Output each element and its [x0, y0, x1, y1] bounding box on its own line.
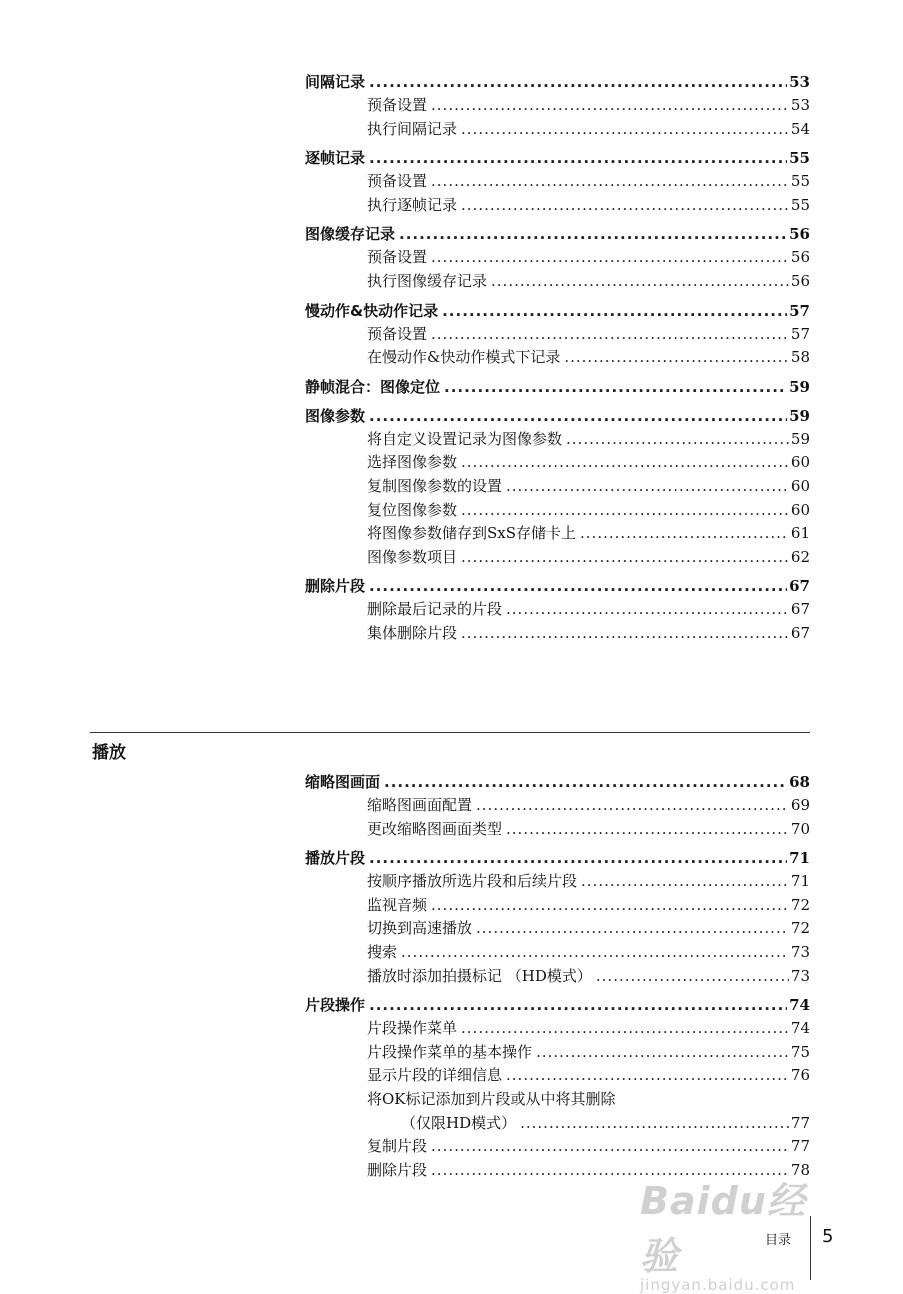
toc-page-number: 73	[790, 966, 810, 985]
toc-subentry-title: 播放时添加拍摄标记 （HD模式）	[367, 966, 592, 985]
toc-group	[305, 146, 810, 217]
dot-leader	[369, 146, 787, 170]
toc-subentry[interactable]	[305, 917, 810, 941]
dot-leader	[596, 965, 789, 989]
toc-subentry[interactable]	[305, 270, 810, 294]
toc-heading-title: 慢动作&快动作记录	[305, 301, 439, 320]
toc-subentry-title: 将图像参数储存到SxS存储卡上	[367, 524, 577, 543]
toc-page-number: 59	[789, 377, 810, 396]
toc-page-number: 55	[790, 195, 810, 214]
toc-subentry-title: 复制片段	[367, 1137, 428, 1156]
toc-heading-title: 删除片段	[305, 577, 366, 596]
toc-subentry-title: 预备设置	[367, 96, 428, 114]
dot-leader	[580, 522, 789, 546]
toc-page-number: 60	[790, 453, 810, 472]
dot-leader	[536, 1041, 789, 1065]
dot-leader	[461, 499, 789, 523]
toc-subentry[interactable]	[305, 522, 810, 546]
toc-subentry[interactable]	[305, 794, 810, 818]
toc-subentry-title: 选择图像参数	[367, 453, 458, 472]
section-title: 播放	[92, 743, 126, 763]
toc-heading-title: 图像缓存记录	[305, 225, 396, 244]
toc-heading[interactable]	[305, 299, 810, 323]
dot-leader	[461, 1017, 789, 1041]
toc-bottom-list	[305, 770, 810, 1182]
toc-subentry[interactable]	[305, 1017, 810, 1041]
toc-group	[305, 222, 810, 293]
toc-page-number: 75	[790, 1042, 810, 1061]
dot-leader	[491, 270, 789, 294]
toc-subentry-title: 按顺序播放所选片段和后续片段	[367, 872, 578, 891]
dot-leader	[506, 598, 789, 622]
dot-leader	[369, 846, 787, 870]
dot-leader	[461, 622, 789, 646]
dot-leader	[431, 323, 789, 347]
section-divider	[90, 732, 810, 733]
dot-leader	[369, 574, 787, 598]
toc-subentry-title: 监视音频	[367, 895, 428, 914]
toc-subentry[interactable]	[305, 870, 810, 894]
dot-leader	[369, 993, 787, 1017]
toc-subentry-title: 切换到高速播放	[367, 919, 473, 938]
toc-subentry-title: 搜索	[367, 942, 398, 961]
dot-leader	[564, 346, 789, 370]
toc-subentry-title: 预备设置	[367, 324, 428, 343]
toc-group	[305, 299, 810, 370]
toc-subentry-title: 执行图像缓存记录	[367, 271, 488, 290]
toc-page-number: 67	[789, 577, 810, 596]
toc-page-number: 53	[789, 73, 810, 91]
toc-subentry-title: 执行逐帧记录	[367, 195, 458, 214]
toc-group	[305, 770, 810, 841]
toc-page-number: 56	[790, 271, 810, 290]
toc-page-number: 76	[790, 1066, 810, 1085]
dot-leader	[461, 546, 789, 570]
toc-subentry-ok-mark-cont[interactable]	[305, 1112, 810, 1136]
toc-subentry-title: 删除最后记录的片段	[367, 600, 503, 619]
toc-page-number: 57	[790, 324, 810, 343]
toc-subentry-title: 显示片段的详细信息	[367, 1066, 503, 1085]
toc-subentry-title: 将自定义设置记录为图像参数	[367, 429, 563, 448]
toc-subentry[interactable]	[305, 428, 810, 452]
toc-page-number: 72	[790, 919, 810, 938]
toc-heading[interactable]	[305, 574, 810, 598]
toc-page-number: 56	[790, 248, 810, 267]
dot-leader	[399, 222, 787, 246]
footer-divider	[810, 1216, 811, 1280]
toc-page-number: 62	[790, 547, 810, 566]
toc-group	[305, 574, 810, 645]
dot-leader	[506, 818, 789, 842]
dot-leader	[461, 194, 789, 218]
toc-heading[interactable]	[305, 993, 810, 1017]
toc-subentry-title: 集体删除片段	[367, 623, 458, 642]
toc-page-number: 74	[789, 996, 810, 1015]
toc-subentry-title: 预备设置	[367, 248, 428, 267]
toc-subentry-title: 片段操作菜单	[367, 1019, 458, 1038]
toc-heading-title: 片段操作	[305, 996, 366, 1015]
toc-subentry[interactable]	[305, 499, 810, 523]
toc-heading-title: 静帧混合：图像定位	[305, 377, 441, 396]
toc-heading[interactable]	[305, 770, 810, 794]
dot-leader	[431, 1135, 789, 1159]
toc-subentry[interactable]	[305, 118, 810, 142]
watermark-line1: Baidu经验	[640, 1179, 806, 1278]
toc-page-number: 53	[790, 96, 810, 114]
toc-subentry[interactable]	[305, 1064, 810, 1088]
dot-leader	[369, 404, 787, 428]
toc-page-number: 55	[790, 172, 810, 191]
toc-subentry-title: 缩略图画面配置	[367, 796, 473, 814]
toc-page-number: 71	[789, 849, 810, 868]
toc-page-number: 68	[789, 773, 810, 791]
toc-group	[305, 375, 810, 399]
toc-subentry[interactable]	[305, 194, 810, 218]
toc-page-number: 56	[789, 225, 810, 244]
watermark-line2: jingyan.baidu.com	[640, 1276, 796, 1294]
dot-leader	[431, 894, 789, 918]
dot-leader	[581, 870, 789, 894]
dot-leader	[431, 170, 789, 194]
toc-page-number: 67	[790, 623, 810, 642]
toc-subentry-title-cont: （仅限HD模式）	[401, 1113, 517, 1132]
toc-subentry-title: 在慢动作&快动作模式下记录	[367, 348, 561, 367]
dot-leader	[461, 118, 789, 142]
toc-subentry[interactable]	[305, 346, 810, 370]
toc-page-number: 70	[790, 819, 810, 838]
toc-subentry[interactable]	[305, 1041, 810, 1065]
toc-subentry-title: 图像参数项目	[367, 547, 458, 566]
toc-heading[interactable]	[305, 222, 810, 246]
toc-subentry[interactable]	[305, 546, 810, 570]
toc-subentry[interactable]	[305, 323, 810, 347]
toc-heading[interactable]	[305, 375, 810, 399]
toc-subentry-title: 删除片段	[367, 1160, 428, 1179]
toc-subentry-ok-mark[interactable]	[305, 1088, 810, 1112]
toc-subentry[interactable]	[305, 818, 810, 842]
toc-page-number: 59	[790, 429, 810, 448]
toc-page-number: 77	[790, 1137, 810, 1156]
dot-leader	[431, 246, 789, 270]
toc-subentry-title: 将OK标记添加到片段或从中将其删除	[367, 1089, 616, 1108]
dot-leader	[476, 917, 789, 941]
toc-subentry-title: 片段操作菜单的基本操作	[367, 1042, 533, 1061]
dot-leader	[476, 794, 789, 818]
toc-page-number: 61	[790, 524, 810, 543]
toc-subentry[interactable]	[305, 1135, 810, 1159]
toc-page-number: 55	[789, 149, 810, 168]
toc-heading-title: 缩略图画面	[305, 773, 381, 791]
toc-page-number: 67	[790, 600, 810, 619]
toc-heading[interactable]	[305, 70, 810, 94]
dot-leader	[401, 941, 789, 965]
dot-leader	[506, 1064, 789, 1088]
toc-group	[305, 846, 810, 988]
toc-heading-title: 播放片段	[305, 849, 366, 868]
dot-leader	[442, 299, 787, 323]
toc-page-number: 69	[790, 796, 810, 814]
toc-subentry[interactable]	[305, 451, 810, 475]
toc-subentry[interactable]	[305, 965, 810, 989]
toc-heading[interactable]	[305, 404, 810, 428]
toc-page-number: 77	[790, 1113, 810, 1132]
toc-subentry-title: 预备设置	[367, 172, 428, 191]
toc-subentry[interactable]	[305, 170, 810, 194]
toc-heading[interactable]	[305, 146, 810, 170]
dot-leader	[444, 375, 787, 399]
toc-group	[305, 404, 810, 570]
toc-subentry[interactable]	[305, 94, 810, 118]
toc-subentry-title: 执行间隔记录	[367, 119, 458, 138]
footer-label: 目录	[765, 1233, 792, 1248]
toc-subentry[interactable]	[305, 894, 810, 918]
toc-top-list	[305, 70, 810, 651]
dot-leader	[384, 770, 787, 794]
toc-page-number: 74	[790, 1019, 810, 1038]
toc-subentry[interactable]	[305, 622, 810, 646]
toc-page-number: 71	[790, 872, 810, 891]
toc-group	[305, 70, 810, 141]
dot-leader	[461, 451, 789, 475]
toc-subentry[interactable]	[305, 475, 810, 499]
toc-page-number: 60	[790, 476, 810, 495]
toc-subentry[interactable]	[305, 246, 810, 270]
toc-page-number: 72	[790, 895, 810, 914]
toc-page-number: 78	[790, 1160, 810, 1179]
toc-page-number: 58	[790, 348, 810, 367]
toc-subentry[interactable]	[305, 941, 810, 965]
toc-subentry-title: 复制图像参数的设置	[367, 476, 503, 495]
toc-page-number: 59	[789, 406, 810, 425]
dot-leader	[369, 70, 787, 94]
toc-heading-title: 间隔记录	[305, 73, 366, 91]
toc-heading[interactable]	[305, 846, 810, 870]
dot-leader	[506, 475, 789, 499]
toc-page-number: 73	[790, 942, 810, 961]
toc-subentry[interactable]	[305, 598, 810, 622]
toc-subentry-title: 复位图像参数	[367, 500, 458, 519]
toc-subentry-title: 更改缩略图画面类型	[367, 819, 503, 838]
dot-leader	[431, 94, 789, 118]
dot-leader	[566, 428, 789, 452]
dot-leader	[520, 1112, 789, 1136]
toc-page-number: 57	[789, 301, 810, 320]
toc-page-number: 60	[790, 500, 810, 519]
toc-page-number: 54	[790, 119, 810, 138]
toc-heading-title: 图像参数	[305, 406, 366, 425]
page-number: 5	[822, 1226, 834, 1247]
toc-group	[305, 993, 810, 1088]
toc-heading-title: 逐帧记录	[305, 149, 366, 168]
